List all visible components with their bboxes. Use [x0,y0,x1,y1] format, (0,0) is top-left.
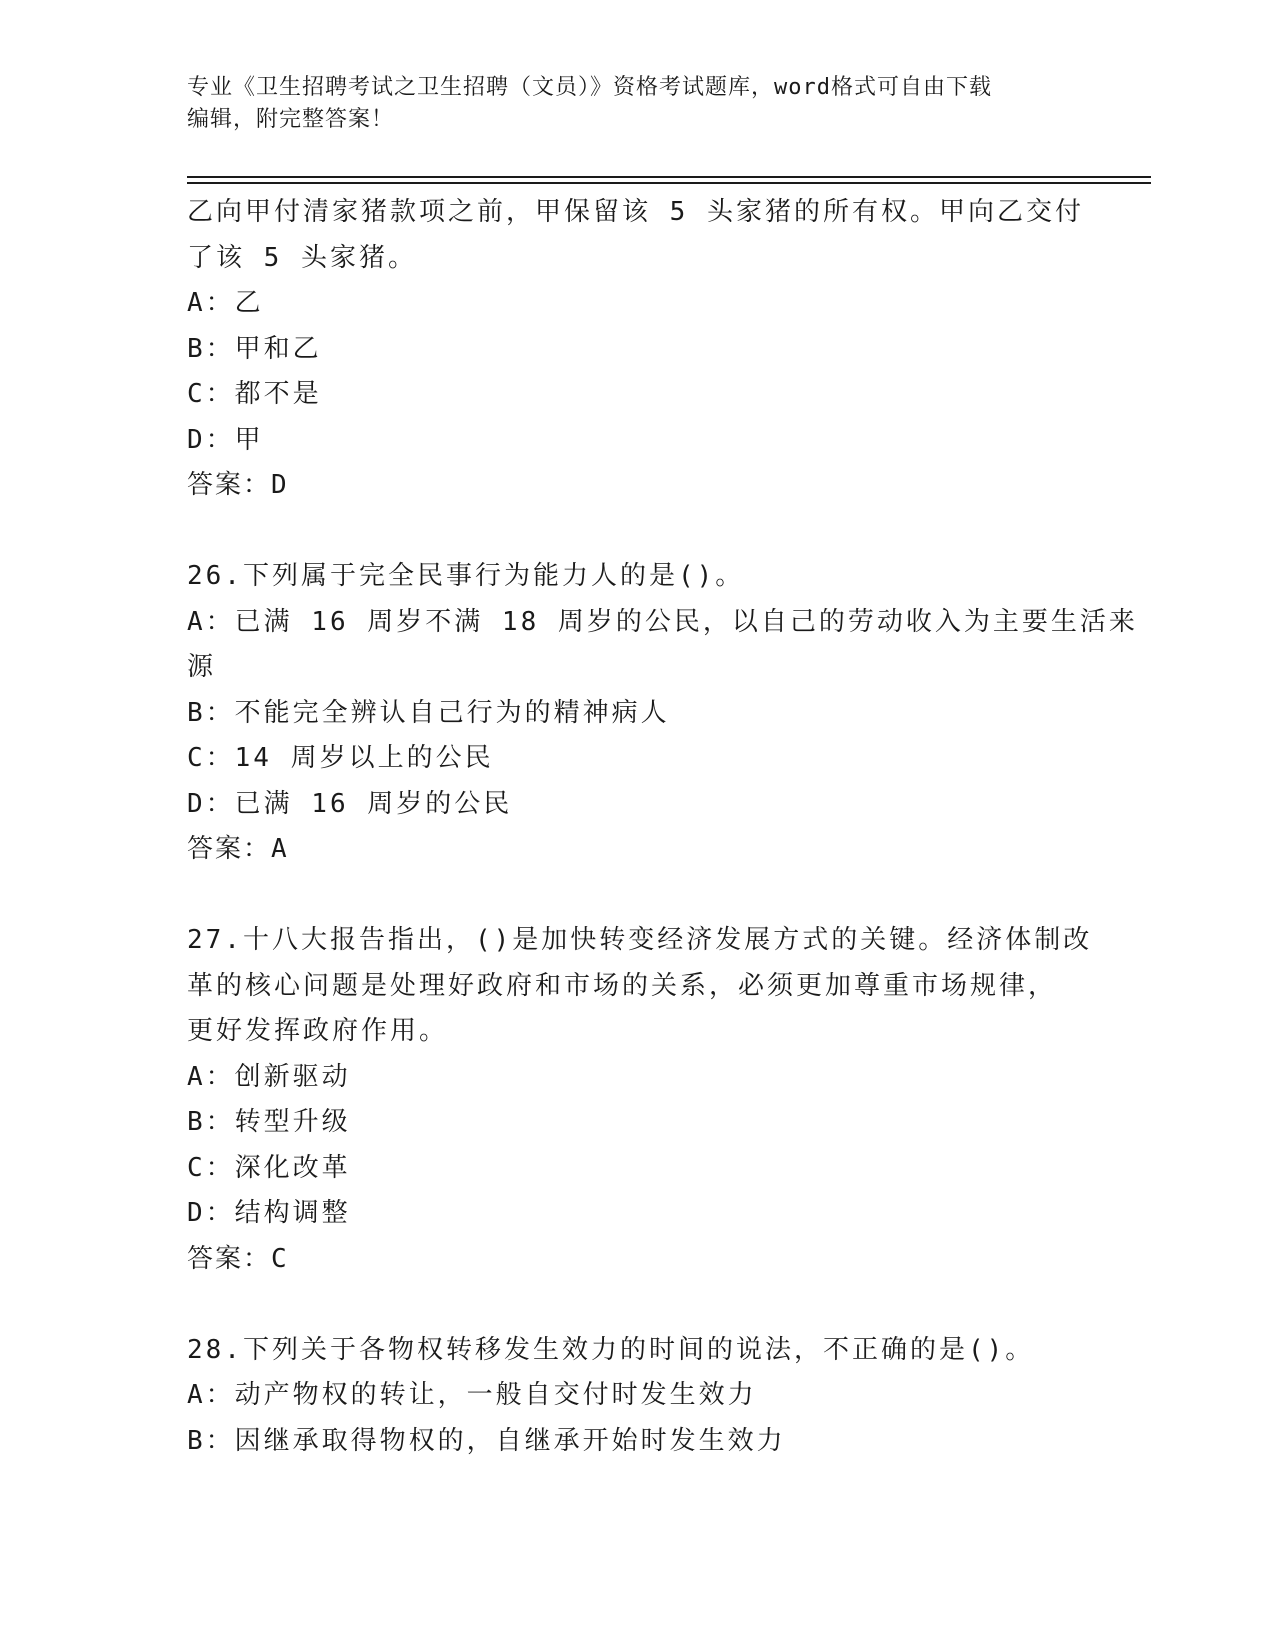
spacer [187,873,1087,919]
answer-text: 答案：A [187,834,289,864]
question-stem-line: 革的核心问题是处理好政府和市场的关系，必须更加尊重市场规律， [187,970,1058,1001]
option-d: D：甲 [187,424,264,455]
question-stem: 28.下列关于各物权转移发生效力的时间的说法，不正确的是()。 [187,1334,1035,1365]
option-c: C：14 周岁以上的公民 [187,743,494,773]
header-divider-bottom [187,182,1151,184]
question-27 [187,918,1093,1282]
question-content [187,190,1138,1464]
question-stem: 26.下列属于完全民事行为能力人的是()。 [187,561,745,591]
option-a-continued: 源 [187,652,217,682]
header-divider-top [187,176,1151,178]
option-a: A：动产物权的转让，一般自交付时发生效力 [187,1380,757,1410]
option-d: D：结构调整 [187,1198,351,1228]
option-c: C：都不是 [187,379,322,409]
option-b: B：因继承取得物权的，自继承开始时发生效力 [187,1425,786,1456]
question-26 [187,554,1138,873]
option-b: B：转型升级 [187,1107,351,1137]
question-stem-line: 27.十八大报告指出，()是加快转变经济发展方式的关键。经济体制改 [187,925,1093,955]
option-a: A：已满 16 周岁不满 18 周岁的公民，以自己的劳动收入为主要生活来 [187,606,1138,637]
question-stem-line: 更好发挥政府作用。 [187,1016,449,1046]
option-b: B：甲和乙 [187,333,322,364]
option-d: D：已满 16 周岁的公民 [187,788,513,819]
option-b: B：不能完全辨认自己行为的精神病人 [187,697,670,728]
question-stem-line: 了该 5 头家猪。 [187,242,417,273]
spacer [187,509,1087,555]
question-28 [187,1328,1087,1465]
header-line-1: 专业《卫生招聘考试之卫生招聘（文员）》资格考试题库，word格式可自由下载 [187,75,992,100]
question-25 [187,190,1087,509]
document-header [187,72,1087,136]
answer-text: 答案：D [187,470,289,500]
answer-text: 答案：C [187,1243,289,1274]
option-a: A：乙 [187,288,264,318]
spacer [187,1282,1087,1328]
option-a: A：创新驱动 [187,1061,351,1092]
option-c: C：深化改革 [187,1152,351,1183]
question-stem-line: 乙向甲付清家猪款项之前，甲保留该 5 头家猪的所有权。甲向乙交付 [187,197,1084,227]
header-line-2: 编辑，附完整答案！ [187,107,395,132]
